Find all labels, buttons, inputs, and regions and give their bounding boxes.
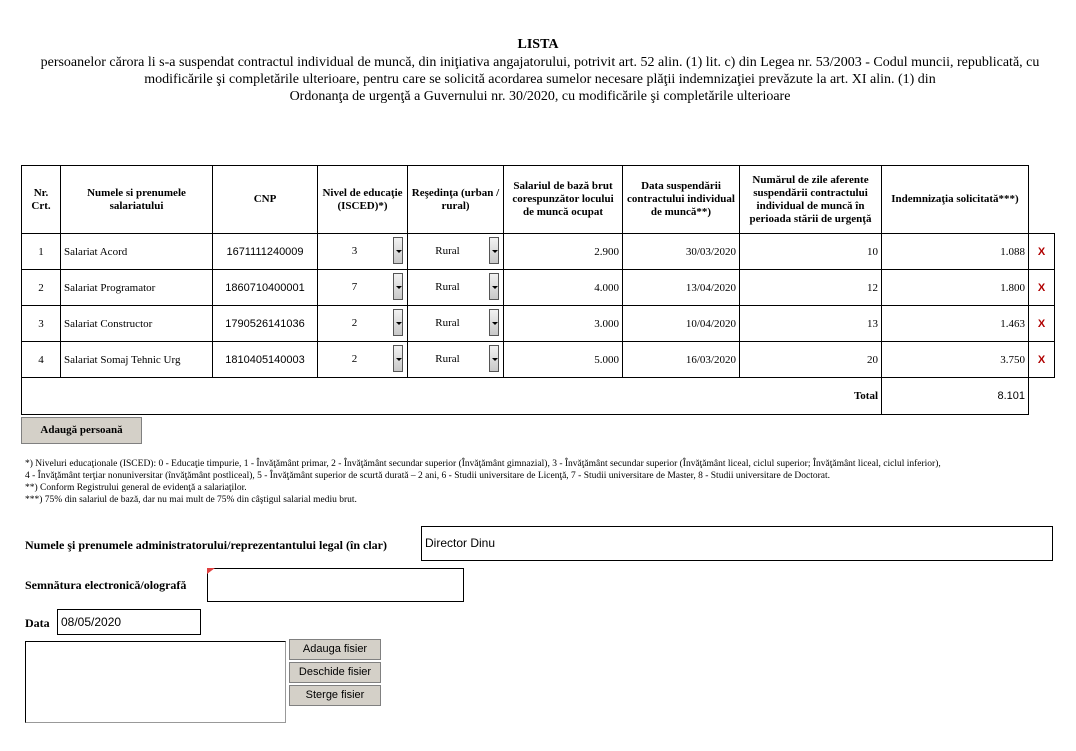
page-title: LISTA: [517, 37, 559, 52]
row-employee-name[interactable]: Salariat Constructor: [61, 306, 213, 342]
delete-file-button[interactable]: Sterge fisier: [289, 685, 381, 706]
total-row: [22, 378, 1055, 415]
footnote-register: **) Conform Registrului general de evidenţă a salariaţilor.: [25, 483, 247, 493]
table-row: [22, 270, 1055, 306]
col-header-suspension-date: Data suspendării contractului individual de muncă**): [623, 166, 740, 234]
row-nr: 1: [22, 234, 61, 270]
row-residence-select[interactable]: [408, 306, 504, 342]
subtitle-line-1: persoanelor cărora li s-a suspendat contractul individual de muncă, din iniţiativa angajatorului, potrivit art. 52 alin. (1) lit. c) din Legea nr. 53/2003 - Codul muncii, republicată, cu: [40, 55, 1040, 70]
education-value: 3: [351, 245, 358, 257]
table-header-row: [22, 166, 1055, 234]
subtitle-line-3: Ordonanţa de urgenţă a Guvernului nr. 30/2020, cu modificările şi completările ulterioare: [289, 89, 791, 104]
row-residence-select[interactable]: [408, 270, 504, 306]
residence-value: Rural: [435, 353, 460, 365]
dropdown-arrow-icon[interactable]: [393, 345, 403, 372]
col-header-cnp: CNP: [213, 166, 318, 234]
dropdown-arrow-icon[interactable]: [393, 237, 403, 264]
row-education-select[interactable]: [318, 234, 408, 270]
table-row: [22, 342, 1055, 378]
page-subtitle: [20, 54, 1060, 105]
date-field[interactable]: 08/05/2020: [57, 609, 201, 635]
row-days[interactable]: 12: [740, 270, 882, 306]
signature-label: Semnătura electronică/olografă: [25, 578, 187, 592]
row-employee-name[interactable]: Salariat Somaj Tehnic Urg: [61, 342, 213, 378]
row-education-select[interactable]: [318, 306, 408, 342]
attachments-list[interactable]: [25, 641, 286, 723]
comment-marker-icon: [207, 568, 215, 574]
add-file-button[interactable]: Adauga fisier: [289, 639, 381, 660]
footnote-allowance: ***) 75% din salariul de bază, dar nu mai mult de 75% din câştigul salarial mediu brut.: [25, 495, 357, 505]
row-salary[interactable]: 3.000: [504, 306, 623, 342]
row-cnp[interactable]: 1790526141036: [213, 306, 318, 342]
open-file-button[interactable]: Deschide fisier: [289, 662, 381, 683]
education-value: 2: [351, 317, 358, 329]
table-row: [22, 306, 1055, 342]
col-header-education: Nivel de educaţie (ISCED)*): [318, 166, 408, 234]
col-header-days: Numărul de zile aferente suspendării contractului individual de muncă în perioada stării de urgenţă: [740, 166, 882, 234]
row-days[interactable]: 13: [740, 306, 882, 342]
delete-row-button[interactable]: X: [1029, 234, 1055, 270]
date-label: Data: [25, 616, 50, 630]
row-nr: 4: [22, 342, 61, 378]
dropdown-arrow-icon[interactable]: [489, 273, 499, 300]
admin-name-field[interactable]: Director Dinu: [421, 526, 1053, 561]
residence-value: Rural: [435, 245, 460, 257]
row-salary[interactable]: 4.000: [504, 270, 623, 306]
row-nr: 3: [22, 306, 61, 342]
delete-row-button[interactable]: X: [1029, 306, 1055, 342]
row-salary[interactable]: 2.900: [504, 234, 623, 270]
col-header-allowance: Indemnizaţia solicitată***): [882, 166, 1029, 234]
row-salary[interactable]: 5.000: [504, 342, 623, 378]
row-cnp[interactable]: 1810405140003: [213, 342, 318, 378]
total-label: Total: [22, 378, 882, 415]
row-employee-name[interactable]: Salariat Acord: [61, 234, 213, 270]
education-value: 2: [351, 353, 358, 365]
total-value: 8.101: [882, 378, 1029, 415]
signature-field[interactable]: [207, 568, 464, 602]
row-allowance: 1.800: [882, 270, 1029, 306]
footnote-isced-1: *) Niveluri educaţionale (ISCED): 0 - Educaţie timpurie, 1 - Învăţământ primar, 2 - Învăţământ secundar superior (Învăţământ gimnazial), 3 - Învăţământ secundar superior (Învăţământ liceal, ciclul superior; Învăţământ liceal, ciclul inferior),: [25, 459, 941, 469]
residence-value: Rural: [435, 281, 460, 293]
delete-row-button[interactable]: X: [1029, 342, 1055, 378]
subtitle-line-2: modificările şi completările ulterioare, pentru care se solicită acordarea sumelor necesare plăţii indemnizaţiei prevăzute la art. XI alin. (1) din: [144, 72, 936, 87]
row-suspension-date[interactable]: 30/03/2020: [623, 234, 740, 270]
footnotes: [25, 458, 1065, 506]
row-suspension-date[interactable]: 13/04/2020: [623, 270, 740, 306]
dropdown-arrow-icon[interactable]: [393, 309, 403, 336]
dropdown-arrow-icon[interactable]: [393, 273, 403, 300]
row-allowance: 1.463: [882, 306, 1029, 342]
delete-row-button[interactable]: X: [1029, 270, 1055, 306]
col-header-name: Numele si prenumele salariatului: [61, 166, 213, 234]
col-header-nr: Nr. Crt.: [22, 166, 61, 234]
col-header-delete: [1029, 166, 1055, 234]
dropdown-arrow-icon[interactable]: [489, 345, 499, 372]
row-suspension-date[interactable]: 10/04/2020: [623, 306, 740, 342]
table-row: [22, 234, 1055, 270]
row-education-select[interactable]: [318, 342, 408, 378]
row-allowance: 3.750: [882, 342, 1029, 378]
col-header-residence: Reşedinţa (urban / rural): [408, 166, 504, 234]
row-education-select[interactable]: [318, 270, 408, 306]
row-days[interactable]: 10: [740, 234, 882, 270]
row-nr: 2: [22, 270, 61, 306]
row-employee-name[interactable]: Salariat Programator: [61, 270, 213, 306]
row-residence-select[interactable]: [408, 342, 504, 378]
row-days[interactable]: 20: [740, 342, 882, 378]
col-header-salary: Salariul de bază brut corespunzător locului de muncă ocupat: [504, 166, 623, 234]
residence-value: Rural: [435, 317, 460, 329]
row-allowance: 1.088: [882, 234, 1029, 270]
row-residence-select[interactable]: [408, 234, 504, 270]
dropdown-arrow-icon[interactable]: [489, 309, 499, 336]
row-cnp[interactable]: 1671111240009: [213, 234, 318, 270]
row-cnp[interactable]: 1860710400001: [213, 270, 318, 306]
employees-table: [21, 165, 1055, 415]
row-suspension-date[interactable]: 16/03/2020: [623, 342, 740, 378]
add-person-button[interactable]: Adaugă persoană: [21, 417, 142, 444]
dropdown-arrow-icon[interactable]: [489, 237, 499, 264]
education-value: 7: [351, 281, 358, 293]
footnote-isced-2: 4 - Învăţământ terţiar nonuniversitar (învăţământ postliceal), 5 - Învăţământ superior de scurtă durată – 2 ani, 6 - Studii universitare de Licenţă, 7 - Studii universitare de Master, 8 - Studii universitare de Doctorat.: [25, 471, 831, 481]
admin-name-label: Numele şi prenumele administratorului/reprezentantului legal (în clar): [25, 538, 387, 552]
